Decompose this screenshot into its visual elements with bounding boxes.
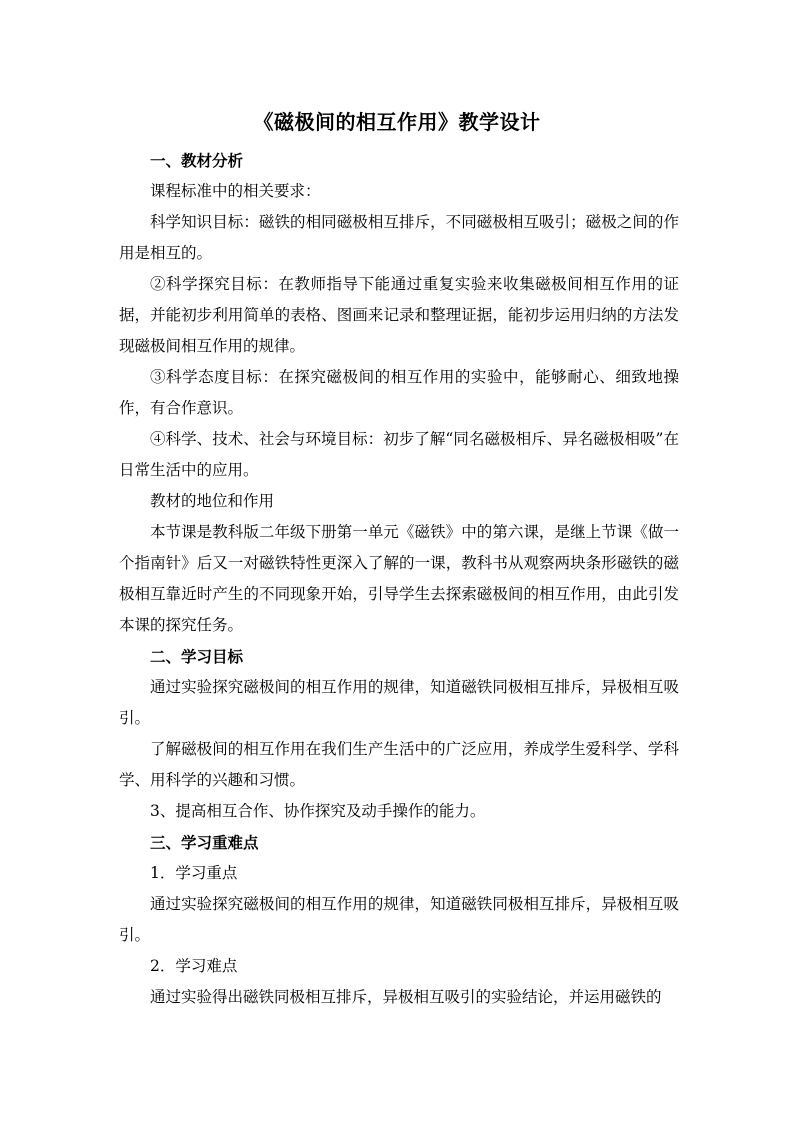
paragraph: 了解磁极间的相互作用在我们生产生活中的广泛应用，养成学生爱科学、学科学、用科学的兴趣和习惯。 bbox=[119, 740, 679, 789]
paragraph: 2．学习难点 bbox=[150, 957, 238, 975]
section-heading: 三、学习重难点 bbox=[150, 833, 259, 852]
document-body bbox=[119, 145, 679, 1013]
paragraph: 教材的地位和作用 bbox=[150, 492, 275, 510]
paragraph: 通过实验探究磁极间的相互作用的规律，知道磁铁同极相互排斥，异极相互吸引。 bbox=[119, 678, 679, 727]
document-title: 《磁极间的相互作用》教学设计 bbox=[253, 110, 541, 134]
paragraph: ②科学探究目标：在教师指导下能通过重复实验来收集磁极间相互作用的证据，并能初步利用简单的表格、图画来记录和整理证据，能初步运用归纳的方法发现磁极间相互作用的规律。 bbox=[119, 275, 679, 355]
paragraph: ④科学、技术、社会与环境目标：初步了解“同名磁极相斥、异名磁极相吸”在日常生活中的应用。 bbox=[119, 430, 679, 479]
paragraph: 科学知识目标：磁铁的相同磁极相互排斥，不同磁极相互吸引；磁极之间的作用是相互的。 bbox=[119, 213, 679, 262]
section-heading: 一、教材分析 bbox=[150, 151, 244, 170]
paragraph: 课程标准中的相关要求： bbox=[150, 182, 321, 200]
paragraph: ③科学态度目标：在探究磁极间的相互作用的实验中，能够耐心、细致地操作，有合作意识。 bbox=[119, 368, 679, 417]
paragraph: 1．学习重点 bbox=[150, 864, 238, 882]
paragraph: 本节课是教科版二年级下册第一单元《磁铁》中的第六课，是继上节课《做一个指南针》后又一对磁铁特性更深入了解的一课，教科书从观察两块条形磁铁的磁极相互靠近时产生的不同现象开始，引导学生去探索磁极间的相互作用，由此引发本课的探究任务。 bbox=[119, 523, 679, 634]
paragraph: 3、提高相互合作、协作探究及动手操作的能力。 bbox=[150, 802, 486, 820]
paragraph: 通过实验探究磁极间的相互作用的规律，知道磁铁同极相互排斥，异极相互吸引。 bbox=[119, 895, 679, 944]
paragraph: 通过实验得出磁铁同极相互排斥，异极相互吸引的实验结论，并运用磁铁的 bbox=[150, 988, 662, 1006]
section-heading: 二、学习目标 bbox=[150, 647, 244, 666]
